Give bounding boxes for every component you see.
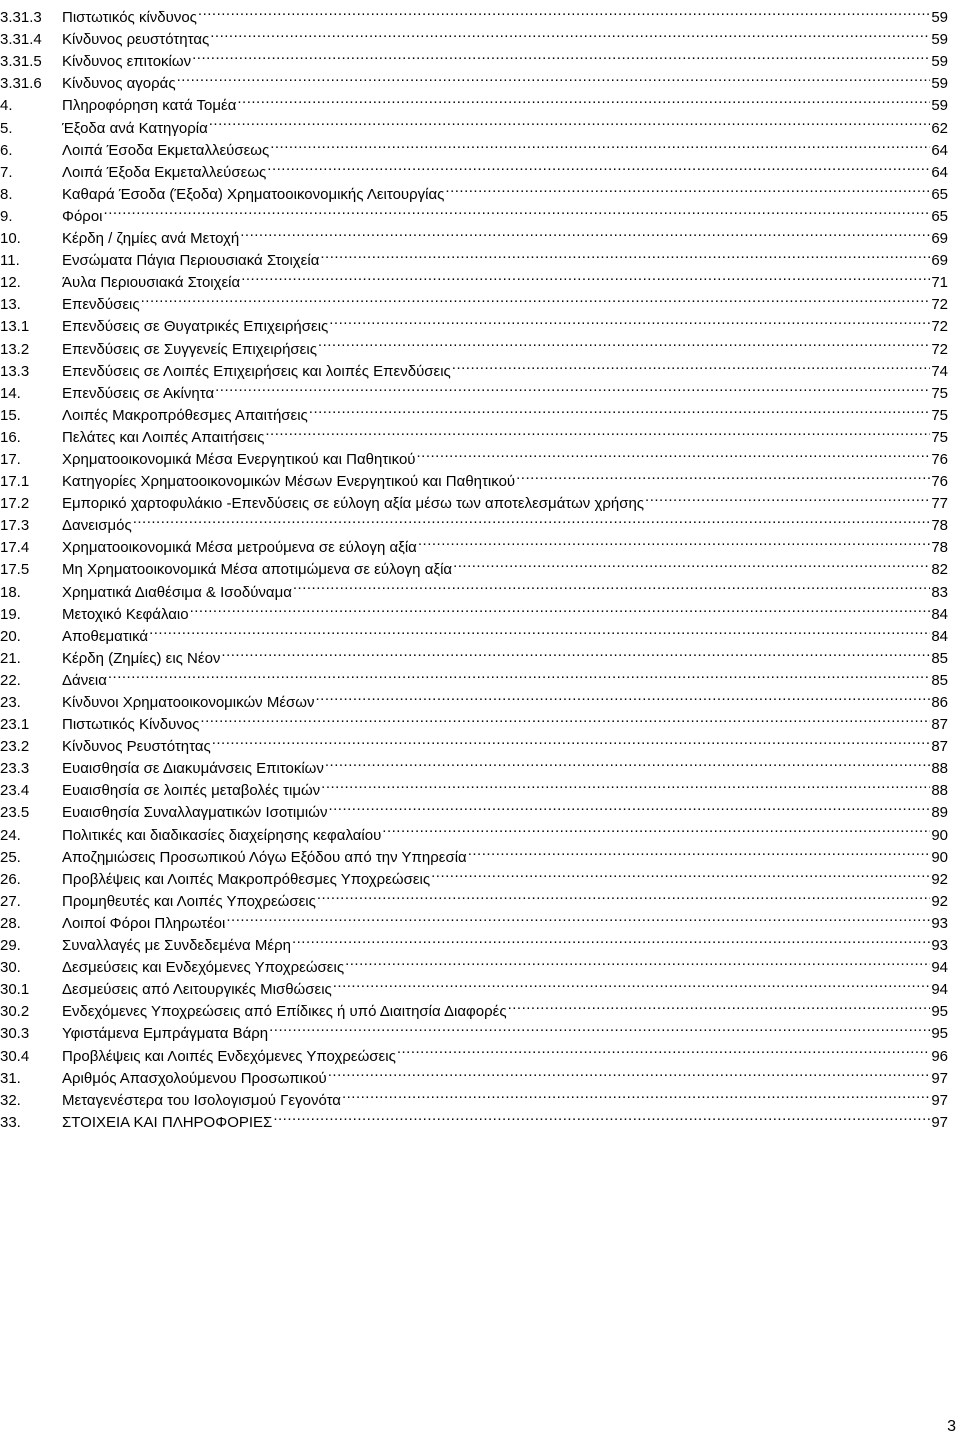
toc-entry-title: Ενσώματα Πάγια Περιουσιακά Στοιχεία [62, 252, 320, 270]
toc-entry-number: 30.4 [0, 1047, 30, 1065]
toc-entry-title: Συναλλαγές με Συνδεδεμένα Μέρη [62, 937, 291, 955]
toc-dot-leader [317, 884, 930, 906]
toc-entry-title: Δεσμεύσεις και Ενδεχόμενες Υποχρεώσεις [62, 959, 345, 977]
toc-entry-number: 28. [0, 914, 21, 932]
toc-dot-leader [149, 619, 930, 641]
toc-entry-page: 93 [931, 914, 948, 932]
toc-dot-leader [333, 972, 931, 994]
toc-dot-leader [270, 133, 930, 155]
toc-entry-title: Επενδύσεις σε Ακίνητα [62, 384, 215, 402]
toc-dot-leader [209, 110, 931, 132]
toc-entry-page: 97 [931, 1069, 948, 1087]
toc-entry-title: Μεταγενέστερα του Ισολογισμού Γεγονότα [62, 1091, 341, 1109]
toc-entry-number: 24. [0, 826, 21, 844]
toc-entry-number: 26. [0, 870, 21, 888]
toc-entry-number: 33. [0, 1113, 21, 1131]
toc-entry[interactable] [0, 685, 948, 711]
toc-entry-title: Επενδύσεις σε Θυγατρικές Επιχειρήσεις [62, 318, 329, 336]
toc-dot-leader [273, 1105, 930, 1127]
toc-entry-title: Δεσμεύσεις από Λειτουργικές Μισθώσεις [62, 981, 332, 999]
toc-entry-page: 69 [931, 252, 948, 270]
toc-dot-leader [516, 464, 930, 486]
toc-dot-leader [108, 663, 930, 685]
toc-entry-number: 27. [0, 892, 21, 910]
toc-entry-title: Πληροφόρηση κατά Τομέα [62, 97, 237, 115]
toc-entry-title: Πολιτικές και διαδικασίες διαχείρησης κεφαλαίου [62, 826, 382, 844]
toc-entry-number: 23.4 [0, 782, 30, 800]
toc-entry-number: 25. [0, 848, 21, 866]
toc-dot-leader [325, 751, 930, 773]
toc-dot-leader [269, 1016, 930, 1038]
toc-dot-leader [328, 1061, 931, 1083]
toc-entry-page: 59 [931, 9, 948, 27]
toc-entry-title: Αριθμός Απασχολούμενου Προσωπικού [62, 1069, 327, 1087]
toc-entry-number: 11. [0, 252, 20, 270]
toc-entry-page: 69 [931, 230, 948, 248]
toc-entry-page: 84 [931, 627, 948, 645]
toc-entry-page: 84 [931, 605, 948, 623]
toc-entry-number: 14. [0, 384, 21, 402]
toc-entry-number: 3.31.3 [0, 9, 42, 27]
toc-entry-number: 23. [0, 694, 21, 711]
toc-entry-page: 90 [931, 848, 948, 866]
toc-entry-title: Κίνδυνος επιτοκίων [62, 53, 192, 71]
toc-entry-number: 16. [0, 428, 21, 446]
toc-entry-title: Ευαισθησία σε Διακυμάνσεις Επιτοκίων [62, 760, 324, 778]
toc-entry-title: Επενδύσεις [62, 296, 140, 314]
toc-entry-page: 72 [931, 318, 948, 336]
toc-entry-title: Μη Χρηματοοικονομικά Μέσα αποτιμώμενα σε εύλογη αξία [62, 561, 453, 579]
toc-entry-number: 17.2 [0, 495, 30, 513]
toc-entry-title: Δανεισμός [62, 517, 132, 535]
toc-dot-leader [192, 44, 930, 66]
toc-entry-page: 88 [931, 782, 948, 800]
toc-dot-leader [293, 574, 930, 596]
toc-entry-number: 19. [0, 605, 21, 623]
toc-entry-page: 65 [931, 185, 948, 203]
toc-entry-number: 17.5 [0, 561, 30, 579]
toc-entry-page: 85 [931, 671, 948, 689]
toc-entry-page: 87 [931, 716, 948, 734]
toc-entry-title: Φόροι [62, 207, 103, 225]
toc-dot-leader [508, 994, 931, 1016]
toc-entry[interactable] [0, 199, 948, 225]
toc-entry-number: 17.4 [0, 539, 30, 557]
toc-entry-title: Κίνδυνος Ρευστότητας [62, 738, 211, 756]
toc-dot-leader [226, 906, 930, 928]
toc-entry-number: 17. [0, 450, 21, 468]
toc-entry-title: Άυλα Περιουσιακά Στοιχεία [62, 274, 241, 292]
toc-entry-number: 12. [0, 274, 21, 292]
toc-dot-leader [267, 155, 930, 177]
toc-entry-page: 97 [931, 1113, 948, 1131]
toc-entry-number: 23.1 [0, 716, 30, 734]
toc-entry-number: 20. [0, 627, 21, 645]
toc-entry-title: Πιστωτικός κίνδυνος [62, 9, 197, 27]
toc-entry-number: 32. [0, 1091, 21, 1109]
toc-entry-number: 30. [0, 959, 21, 977]
toc-dot-leader [445, 177, 930, 199]
toc-entry-page: 77 [931, 495, 948, 513]
toc-entry-number: 13.2 [0, 340, 30, 358]
toc-entry[interactable] [0, 508, 948, 535]
toc-entry-page: 72 [931, 340, 948, 358]
toc-entry-page: 93 [931, 937, 948, 955]
toc-dot-leader [382, 817, 930, 839]
toc-entry-number: 22. [0, 671, 21, 689]
toc-entry-title: Κίνδυνος ρευστότητας [62, 31, 210, 49]
toc-entry-number: 30.1 [0, 981, 30, 999]
toc-entry-title: Προβλέψεις και Λοιπές Μακροπρόθεσμες Υποχρεώσεις [62, 870, 431, 888]
toc-dot-leader [318, 331, 930, 353]
toc-dot-leader [418, 530, 930, 552]
toc-dot-leader [328, 795, 930, 817]
toc-entry-number: 9. [0, 207, 13, 225]
toc-dot-leader [215, 376, 930, 398]
toc-entry-number: 3.31.4 [0, 31, 42, 49]
toc-entry-number: 18. [0, 583, 21, 601]
toc-entry-number: 15. [0, 406, 21, 424]
toc-entry-title: Κέρδη (Ζημίες) εις Νέον [62, 649, 221, 667]
toc-entry-page: 95 [931, 1025, 948, 1043]
toc-entry-title: Μετοχικό Κεφάλαιο [62, 605, 189, 623]
toc-entry-page: 76 [931, 450, 948, 468]
toc-entry-page: 87 [931, 738, 948, 756]
toc-dot-leader [309, 398, 931, 420]
toc-entry-title: Λοιποί Φόροι Πληρωτέοι [62, 914, 226, 932]
toc-dot-leader [177, 66, 931, 88]
toc-entry-page: 96 [931, 1047, 948, 1065]
toc-entry-number: 13.3 [0, 362, 30, 380]
toc-entry-number: 30.3 [0, 1025, 30, 1043]
toc-dot-leader [265, 420, 930, 442]
toc-entry-page: 75 [931, 384, 948, 402]
toc-entry-page: 75 [931, 406, 948, 424]
toc-entry-page: 78 [931, 539, 948, 557]
toc-entry-number: 23.3 [0, 760, 30, 778]
toc-dot-leader [321, 773, 930, 795]
toc-dot-leader [645, 486, 930, 508]
toc-entry-page: 82 [931, 561, 948, 579]
toc-entry-title: Προβλέψεις και Λοιπές Ενδεχόμενες Υποχρεώσεις [62, 1047, 396, 1065]
toc-dot-leader [345, 950, 930, 972]
toc-entry-number: 10. [0, 230, 21, 248]
toc-dot-leader [342, 1083, 930, 1105]
toc-entry-title: Κίνδυνος αγοράς [62, 75, 176, 93]
toc-entry-page: 92 [931, 892, 948, 910]
toc-entry-page: 65 [931, 207, 948, 225]
toc-entry[interactable] [0, 309, 948, 336]
toc-entry-title: Κίνδυνοι Χρηματοοικονομικών Μέσων [62, 694, 315, 711]
toc-entry-title: Επενδύσεις σε Λοιπές Επιχειρήσεις και λοιπές Επενδύσεις [62, 362, 451, 380]
toc-entry-number: 13.1 [0, 318, 30, 336]
toc-entry-title: Χρηματικά Διαθέσιμα & Ισοδύναμα [62, 583, 292, 601]
toc-entry-title: Κατηγορίες Χρηματοοικονομικών Μέσων Ενεργητικού και Παθητικού [62, 473, 516, 491]
toc-dot-leader [133, 508, 931, 530]
toc-dot-leader [221, 641, 930, 663]
toc-entry-number: 17.3 [0, 517, 30, 535]
toc-entry-page: 94 [931, 981, 948, 999]
toc-entry-page: 74 [931, 362, 948, 380]
toc-entry-title: Αποζημιώσεις Προσωπικού Λόγω Εξόδου από την Υπηρεσία [62, 848, 467, 866]
toc-entry-number: 29. [0, 937, 21, 955]
toc-entry-page: 92 [931, 870, 948, 888]
toc-dot-leader [104, 199, 931, 221]
toc-entry-page: 72 [931, 296, 948, 314]
toc-entry-title: Προμηθευτές και Λοιπές Υποχρεώσεις [62, 892, 316, 910]
toc-entry-number: 4. [0, 97, 13, 115]
toc-entry-number: 17.1 [0, 473, 30, 491]
toc-entry-page: 90 [931, 826, 948, 844]
toc-entry-page: 85 [931, 649, 948, 667]
toc-entry-page: 78 [931, 517, 948, 535]
toc-dot-leader [397, 1038, 931, 1060]
toc-entry-title: Δάνεια [62, 671, 107, 689]
toc-entry-page: 59 [931, 53, 948, 71]
toc-dot-leader [320, 243, 930, 265]
toc-entry-number: 3.31.6 [0, 75, 42, 93]
toc-entry-page: 59 [931, 75, 948, 93]
toc-entry-title: Ευαισθησία σε λοιπές μεταβολές τιμών [62, 782, 321, 800]
toc-entry-title: Λοιπά Έξοδα Εκμεταλλεύσεως [62, 163, 267, 181]
toc-entry-title: Αποθεματικά [62, 627, 149, 645]
toc-entry-number: 8. [0, 185, 13, 203]
toc-dot-leader [190, 597, 931, 619]
toc-entry-page: 64 [931, 141, 948, 159]
toc-dot-leader [431, 862, 930, 884]
toc-dot-leader [417, 442, 931, 464]
toc-entry-page: 62 [931, 119, 948, 137]
toc-entry-number: 6. [0, 141, 13, 159]
toc-entry[interactable] [0, 530, 948, 557]
toc-entry-number: 7. [0, 163, 13, 181]
toc-entry-page: 94 [931, 959, 948, 977]
toc-entry-number: 13. [0, 296, 21, 314]
toc-dot-leader [329, 309, 930, 331]
toc-entry-page: 86 [931, 694, 948, 711]
toc-dot-leader [237, 88, 930, 110]
toc-entry-title: Καθαρά Έσοδα (Έξοδα) Χρηματοοικονομικής Λειτουργίας [62, 185, 445, 203]
toc-dot-leader [210, 22, 930, 44]
toc-entry-page: 64 [931, 163, 948, 181]
toc-entry-title: Υφιστάμενα Εμπράγματα Βάρη [62, 1025, 269, 1043]
toc-entry-page: 88 [931, 760, 948, 778]
toc-entry-title: Κέρδη / ζημίες ανά Μετοχή [62, 230, 240, 248]
toc-entry-page: 59 [931, 97, 948, 115]
toc-dot-leader [200, 707, 930, 729]
toc-entry-number: 23.5 [0, 804, 30, 822]
toc-entry-title: Εμπορικό χαρτοφυλάκιο -Επενδύσεις σε εύλογη αξία μέσω των αποτελεσμάτων χρήσης [62, 495, 645, 513]
toc-entry-number: 30.2 [0, 1003, 30, 1021]
toc-entry-title: Λοιπές Μακροπρόθεσμες Απαιτήσεις [62, 406, 308, 424]
toc-dot-leader [241, 265, 930, 287]
toc-dot-leader [452, 354, 931, 376]
toc-entry-title: ΣΤΟΙΧΕΙΑ ΚΑΙ ΠΛΗΡΟΦΟΡΙΕΣ [62, 1113, 273, 1131]
toc-dot-leader [212, 729, 931, 751]
toc-dot-leader [141, 287, 931, 309]
toc-entry-number: 21. [0, 649, 21, 667]
toc-entry-title: Χρηματοοικονομικά Μέσα μετρούμενα σε εύλογη αξία [62, 539, 417, 557]
toc-entry-title: Λοιπά Έσοδα Εκμεταλλεύσεως [62, 141, 270, 159]
toc-entry-title: Επενδύσεις σε Συγγενείς Επιχειρήσεις [62, 340, 317, 358]
toc-entry-title: Ευαισθησία Συναλλαγματικών Ισοτιμιών [62, 804, 328, 822]
toc-entry-page: 76 [931, 473, 948, 491]
toc-dot-leader [240, 221, 930, 243]
toc-entry-page: 89 [931, 804, 948, 822]
toc-entry-page: 59 [931, 31, 948, 49]
toc-entry-title: Πελάτες και Λοιπές Απαιτήσεις [62, 428, 265, 446]
toc-entry-number: 23.2 [0, 738, 30, 756]
toc-entry[interactable] [0, 663, 948, 689]
toc-dot-leader [198, 0, 930, 22]
toc-entry-number: 5. [0, 119, 13, 137]
toc-entry[interactable] [0, 221, 948, 248]
toc-entry-title: Πιστωτικός Κίνδυνος [62, 716, 200, 734]
toc-entry[interactable] [0, 287, 948, 314]
toc-entry-page: 97 [931, 1091, 948, 1109]
toc-entry-number: 31. [0, 1069, 21, 1087]
toc-dot-leader [292, 928, 930, 950]
toc-entry-title: Έξοδα ανά Κατηγορία [62, 119, 208, 137]
toc-entry[interactable] [0, 0, 948, 27]
toc-dot-leader [453, 552, 930, 574]
toc-entry-title: Χρηματοοικονομικά Μέσα Ενεργητικού και Παθητικού [62, 450, 416, 468]
page-number: 3 [947, 1418, 956, 1435]
toc-entry-title: Ενδεχόμενες Υποχρεώσεις από Επίδικες ή υπό Διαιτησία Διαφορές [62, 1003, 507, 1021]
toc-entry-page: 95 [931, 1003, 948, 1021]
toc-entry-page: 75 [931, 428, 948, 446]
toc-entry-number: 3.31.5 [0, 53, 42, 71]
toc-entry-page: 83 [931, 583, 948, 601]
toc-dot-leader [468, 840, 931, 862]
toc-dot-leader [315, 685, 930, 707]
toc-entry-page: 71 [931, 274, 948, 292]
